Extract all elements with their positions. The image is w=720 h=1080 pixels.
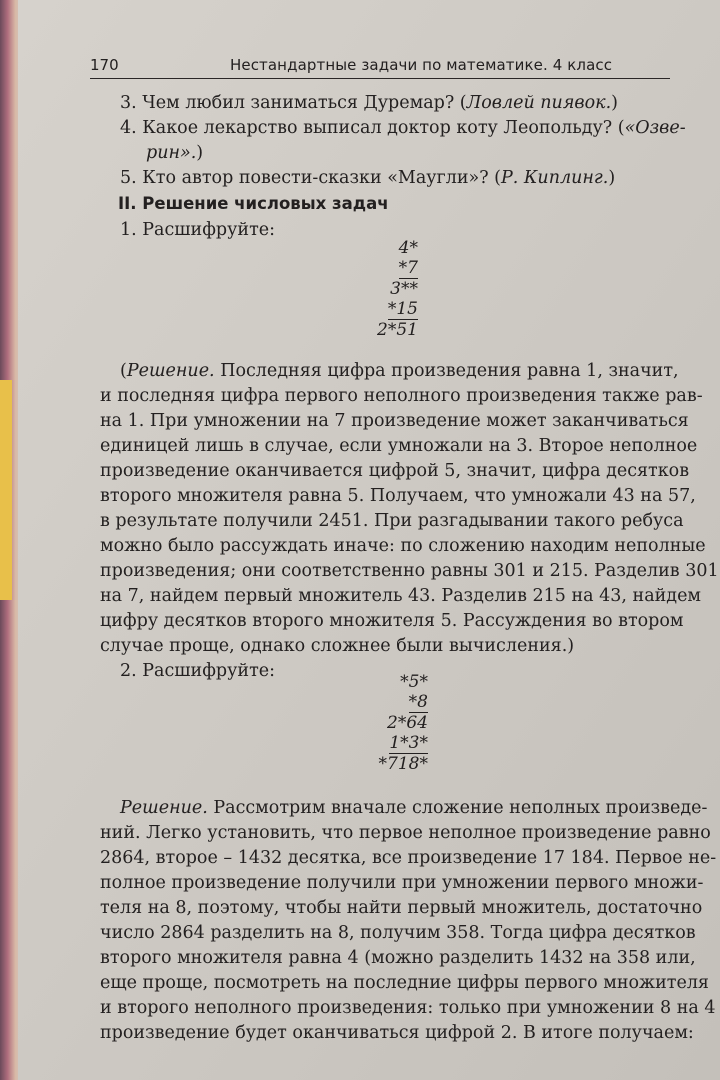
solution-2-line: еще проще, посмотреть на последние цифры первого множителя [100,973,709,993]
solution-2-line: 2864, второе – 1432 десятка, все произведение 17 184. Первое не- [100,848,717,868]
calc-row: 1*3* [389,733,428,753]
solution-1-line: на 7, найдем первый множитель 43. Разделив 215 на 43, найдем [100,586,702,606]
task-2-multiplication [318,672,428,774]
calc-row: *718* [378,754,428,774]
solution-1-line: на 1. При умножении на 7 произведение может заканчиваться [100,411,689,431]
solution-2-line: второго множителя равна 4 (можно разделить 1432 на 358 или, [100,948,696,968]
quiz-question-5: 5. Кто автор повести-сказки «Маугли»? (Р. Киплинг.) [120,168,616,188]
solution-2-line-1: Решение. Рассмотрим вначале сложение неполных произведе- [120,798,708,818]
calc-row: 4* [398,238,418,258]
quiz-question-4: 4. Какое лекарство выписал доктор коту Леопольду? («Озве- [120,118,686,138]
solution-1-line: цифру десятков второго множителя 5. Рассуждения во втором [100,611,684,631]
calc-row: *15 [387,299,418,319]
solution-2-line: и второго неполного произведения: только при умножении 8 на 4 [100,998,716,1018]
calc-row: 2*51 [377,320,418,340]
solution-1-line: и последняя цифра первого неполного произведения также рав- [100,386,703,406]
solution-2-line: полное произведение получили при умножении первого множи- [100,873,704,893]
solution-1-line: можно было рассуждать иначе: по сложению находим неполные [100,536,706,556]
solution-1-line: второго множителя равна 5. Получаем, что умножали 43 на 57, [100,486,696,506]
section-heading: II. Решение числовых задач [118,194,389,213]
solution-2-line: произведение будет оканчиваться цифрой 2. В итоге получаем: [100,1023,694,1043]
task-1-multiplication [318,238,418,340]
solution-2-line: число 2864 разделить на 8, получим 358. Тогда цифра десятков [100,923,696,943]
solution-1-line: единицей лишь в случае, если умножали на 3. Второе неполное [100,436,698,456]
book-cover-edge [0,380,12,600]
calc-row: 2*64 [387,713,428,733]
task-1-label: 1. Расшифруйте: [120,220,275,240]
quiz-question-3: 3. Чем любил заниматься Дуремар? (Ловлей пиявок.) [120,93,618,113]
calc-row: *7 [398,258,418,278]
calc-row: 3** [390,279,418,299]
solution-1-line: в результате получили 2451. При разгадывании такого ребуса [100,511,684,531]
book-title: Нестандартные задачи по математике. 4 класс [230,56,613,74]
solution-1-line: произведение оканчивается цифрой 5, значит, цифра десятков [100,461,690,481]
quiz-question-4-cont: рин».) [146,143,204,163]
solution-2-line: ний. Легко установить, что первое неполное произведение равно [100,823,711,843]
solution-2-line: теля на 8, поэтому, чтобы найти первый множитель, достаточно [100,898,703,918]
solution-1-line: произведения; они соответственно равны 301 и 215. Разделив 301 [100,561,719,581]
running-head [90,56,670,79]
calc-row: *8 [408,692,428,712]
book-page [18,0,720,1080]
task-2-label: 2. Расшифруйте: [120,661,275,681]
calc-row: *5* [400,672,428,692]
solution-1-line: случае проще, однако сложнее были вычисления.) [100,636,575,656]
page-number: 170 [90,56,119,74]
solution-1-line-1: (Решение. Последняя цифра произведения равна 1, значит, [120,361,679,381]
